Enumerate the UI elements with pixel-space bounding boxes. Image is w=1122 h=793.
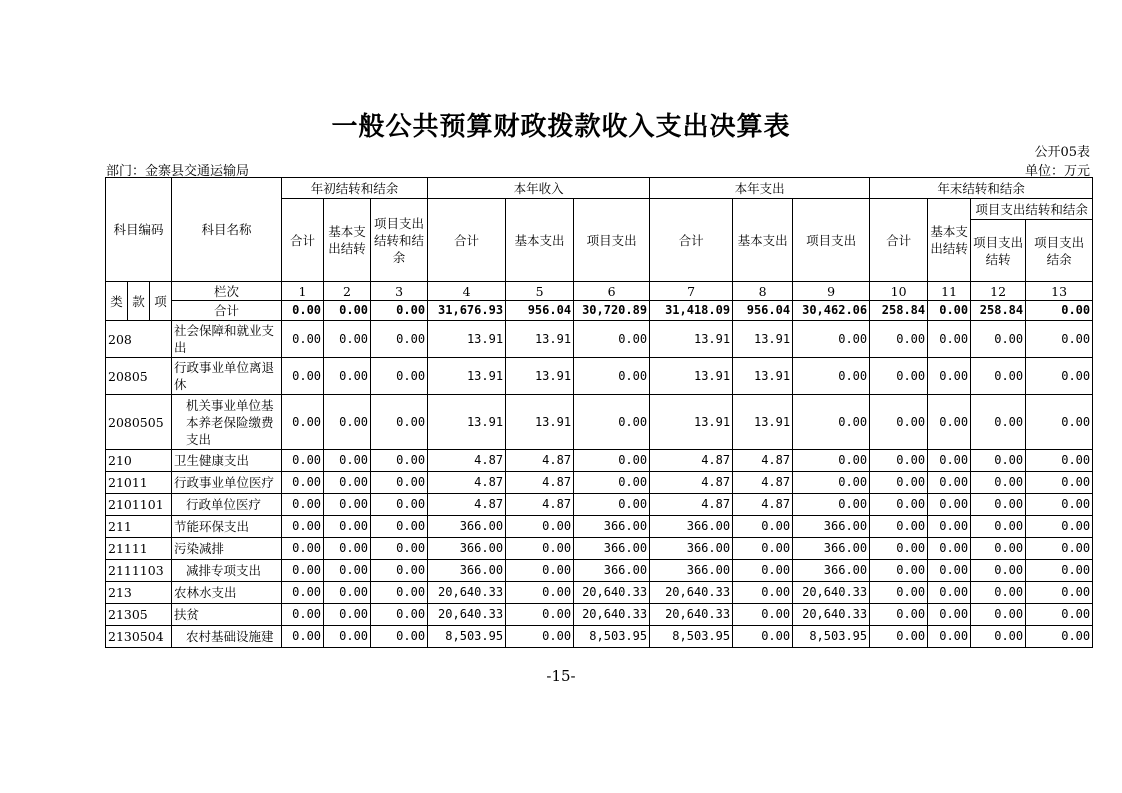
row-value: 0.00 [371,626,428,648]
row-value: 20,640.33 [428,582,506,604]
total-value: 0.00 [324,301,371,321]
header-basic-carry-11: 基本支出结转 [928,199,971,282]
row-value: 0.00 [928,321,971,358]
row-value: 0.00 [928,358,971,395]
row-code: 2111103 [106,560,172,582]
header-project-6: 项目支出 [574,199,650,282]
row-value: 0.00 [971,604,1026,626]
row-value: 366.00 [793,560,870,582]
row-value: 4.87 [733,494,793,516]
col-num: 4 [428,282,506,301]
row-value: 0.00 [793,450,870,472]
total-value: 30,720.89 [574,301,650,321]
table-row [106,321,1093,358]
row-value: 4.87 [650,472,733,494]
col-num: 3 [371,282,428,301]
header-code: 科目编码 [106,178,172,282]
row-value: 366.00 [650,560,733,582]
row-value: 13.91 [428,395,506,450]
row-value: 0.00 [371,321,428,358]
col-num: 10 [870,282,928,301]
row-value: 0.00 [282,604,324,626]
row-value: 0.00 [324,321,371,358]
row-value: 0.00 [371,516,428,538]
row-value: 0.00 [1026,516,1093,538]
row-value: 20,640.33 [574,582,650,604]
header-proj-remain-13: 项目支出结余 [1026,220,1093,282]
row-name: 节能环保支出 [172,516,282,538]
header-total-4: 合计 [428,199,506,282]
row-code: 20805 [106,358,172,395]
row-value: 0.00 [282,321,324,358]
row-value: 0.00 [1026,358,1093,395]
row-code: 211 [106,516,172,538]
col-num: 6 [574,282,650,301]
row-value: 0.00 [371,450,428,472]
row-value: 366.00 [650,538,733,560]
row-value: 366.00 [793,538,870,560]
row-value: 0.00 [1026,604,1093,626]
row-value: 0.00 [324,538,371,560]
row-value: 0.00 [574,358,650,395]
col-num: 7 [650,282,733,301]
row-value: 0.00 [971,395,1026,450]
page-title: 一般公共预算财政拨款收入支出决算表 [331,112,791,142]
row-value: 0.00 [733,626,793,648]
department-label: 部门：金寨县交通运输局 [106,164,250,179]
row-value: 0.00 [870,516,928,538]
header-kuan: 款 [128,282,150,321]
row-value: 0.00 [870,604,928,626]
row-code: 210 [106,450,172,472]
row-value: 20,640.33 [428,604,506,626]
row-value: 0.00 [928,494,971,516]
row-value: 0.00 [282,538,324,560]
row-value: 0.00 [282,494,324,516]
row-value: 0.00 [928,516,971,538]
row-value: 4.87 [506,472,574,494]
row-value: 0.00 [971,358,1026,395]
row-value: 0.00 [971,494,1026,516]
row-value: 0.00 [324,494,371,516]
unit-label: 单位：万元 [1024,164,1090,179]
row-value: 0.00 [928,538,971,560]
table-row [106,358,1093,395]
total-value: 31,418.09 [650,301,733,321]
row-value: 4.87 [428,450,506,472]
row-value: 366.00 [428,560,506,582]
header-lanci: 栏次 [172,282,282,301]
row-value: 20,640.33 [650,582,733,604]
col-num: 1 [282,282,324,301]
table-row [106,538,1093,560]
row-value: 8,503.95 [428,626,506,648]
row-name: 农村基础设施建 [172,626,282,648]
row-value: 0.00 [282,358,324,395]
row-value: 0.00 [870,494,928,516]
row-value: 0.00 [282,450,324,472]
row-value: 0.00 [1026,321,1093,358]
row-name: 行政事业单位离退休 [172,358,282,395]
row-value: 0.00 [324,626,371,648]
table-row [106,472,1093,494]
col-num: 8 [733,282,793,301]
total-value: 0.00 [282,301,324,321]
row-value: 0.00 [506,560,574,582]
row-value: 0.00 [870,538,928,560]
row-value: 366.00 [428,516,506,538]
row-value: 4.87 [650,450,733,472]
row-value: 0.00 [793,395,870,450]
row-value: 0.00 [733,538,793,560]
header-proj-carry-12: 项目支出结转 [971,220,1026,282]
header-lei: 类 [106,282,128,321]
row-value: 13.91 [428,321,506,358]
row-value: 13.91 [650,395,733,450]
row-value: 0.00 [282,472,324,494]
row-value: 0.00 [324,516,371,538]
row-value: 366.00 [574,516,650,538]
row-value: 0.00 [324,450,371,472]
row-value: 0.00 [1026,395,1093,450]
row-name: 行政单位医疗 [172,494,282,516]
row-value: 13.91 [733,321,793,358]
row-value: 0.00 [928,582,971,604]
row-value: 366.00 [574,560,650,582]
budget-table [105,177,1093,648]
table-row [106,626,1093,648]
row-value: 20,640.33 [793,604,870,626]
row-value: 13.91 [506,321,574,358]
row-value: 0.00 [870,358,928,395]
row-value: 0.00 [971,472,1026,494]
row-value: 13.91 [428,358,506,395]
row-value: 0.00 [971,582,1026,604]
row-value: 0.00 [282,516,324,538]
row-value: 0.00 [574,472,650,494]
table-row [106,395,1093,450]
header-project-9: 项目支出 [793,199,870,282]
row-value: 0.00 [870,450,928,472]
row-value: 0.00 [371,538,428,560]
row-value: 366.00 [574,538,650,560]
row-value: 0.00 [793,494,870,516]
row-value: 0.00 [870,582,928,604]
row-value: 0.00 [793,472,870,494]
row-value: 0.00 [1026,450,1093,472]
row-value: 0.00 [506,516,574,538]
row-code: 2080505 [106,395,172,450]
row-value: 0.00 [574,321,650,358]
row-value: 0.00 [574,450,650,472]
row-value: 0.00 [324,472,371,494]
page-number: -15- [546,667,576,685]
row-value: 0.00 [971,516,1026,538]
row-name: 污染减排 [172,538,282,560]
row-value: 13.91 [650,358,733,395]
total-row-label: 合计 [172,301,282,321]
header-total-7: 合计 [650,199,733,282]
row-name: 农林水支出 [172,582,282,604]
row-name: 减排专项支出 [172,560,282,582]
row-value: 0.00 [928,604,971,626]
row-value: 0.00 [733,604,793,626]
row-value: 0.00 [793,321,870,358]
header-xiang: 项 [150,282,172,321]
row-value: 0.00 [324,582,371,604]
total-value: 258.84 [971,301,1026,321]
row-code: 21111 [106,538,172,560]
row-value: 4.87 [428,494,506,516]
row-name: 行政事业单位医疗 [172,472,282,494]
total-value: 956.04 [733,301,793,321]
table-row [106,604,1093,626]
row-code: 208 [106,321,172,358]
row-value: 0.00 [371,560,428,582]
total-value: 0.00 [928,301,971,321]
row-value: 0.00 [371,395,428,450]
row-value: 4.87 [733,472,793,494]
row-value: 366.00 [650,516,733,538]
row-value: 0.00 [324,395,371,450]
row-code: 21011 [106,472,172,494]
row-value: 0.00 [971,626,1026,648]
row-value: 0.00 [282,560,324,582]
row-value: 0.00 [971,560,1026,582]
row-value: 20,640.33 [574,604,650,626]
header-total-1: 合计 [282,199,324,282]
row-value: 366.00 [793,516,870,538]
header-group-income: 本年收入 [428,178,650,199]
row-value: 13.91 [650,321,733,358]
row-value: 0.00 [793,358,870,395]
row-value: 0.00 [1026,472,1093,494]
total-value: 0.00 [1026,301,1093,321]
row-value: 0.00 [371,604,428,626]
row-value: 0.00 [928,626,971,648]
row-value: 0.00 [928,450,971,472]
row-value: 20,640.33 [793,582,870,604]
row-name: 扶贫 [172,604,282,626]
table-row [106,450,1093,472]
row-value: 0.00 [574,395,650,450]
row-value: 0.00 [324,604,371,626]
row-value: 0.00 [928,472,971,494]
row-value: 13.91 [733,358,793,395]
row-value: 0.00 [870,626,928,648]
row-value: 0.00 [1026,560,1093,582]
row-value: 4.87 [733,450,793,472]
row-value: 0.00 [371,472,428,494]
form-number: 公开05表 [1034,145,1090,160]
header-basic-5: 基本支出 [506,199,574,282]
row-value: 13.91 [733,395,793,450]
row-value: 4.87 [428,472,506,494]
row-code: 21305 [106,604,172,626]
row-value: 0.00 [506,582,574,604]
row-value: 8,503.95 [574,626,650,648]
header-subgroup-closing: 项目支出结转和结余 [971,199,1093,220]
col-num: 2 [324,282,371,301]
row-value: 8,503.95 [650,626,733,648]
table-row [106,560,1093,582]
row-value: 0.00 [870,560,928,582]
table-row [106,582,1093,604]
col-num: 11 [928,282,971,301]
table-row [106,494,1093,516]
row-value: 0.00 [733,560,793,582]
total-value: 956.04 [506,301,574,321]
row-value: 0.00 [282,582,324,604]
row-value: 0.00 [371,494,428,516]
header-basic-8: 基本支出 [733,199,793,282]
row-value: 0.00 [870,395,928,450]
row-name: 卫生健康支出 [172,450,282,472]
row-value: 0.00 [928,560,971,582]
row-value: 13.91 [506,395,574,450]
header-group-closing: 年末结转和结余 [870,178,1093,199]
row-value: 4.87 [650,494,733,516]
row-value: 0.00 [928,395,971,450]
header-proj-carry: 项目支出结转和结余 [371,199,428,282]
header-total-10: 合计 [870,199,928,282]
total-value: 30,462.06 [793,301,870,321]
row-value: 0.00 [371,582,428,604]
row-code: 2130504 [106,626,172,648]
row-value: 0.00 [733,582,793,604]
row-value: 0.00 [506,626,574,648]
row-value: 0.00 [371,358,428,395]
header-group-expense: 本年支出 [650,178,870,199]
row-value: 0.00 [971,538,1026,560]
row-value: 0.00 [324,358,371,395]
row-name: 机关事业单位基本养老保险缴费支出 [172,395,282,450]
header-basic-carry: 基本支出结转 [324,199,371,282]
row-value: 0.00 [1026,626,1093,648]
total-value: 31,676.93 [428,301,506,321]
row-value: 0.00 [733,516,793,538]
table-row [106,516,1093,538]
row-code: 2101101 [106,494,172,516]
row-value: 4.87 [506,494,574,516]
row-value: 366.00 [428,538,506,560]
total-value: 0.00 [371,301,428,321]
row-code: 213 [106,582,172,604]
row-name: 社会保障和就业支出 [172,321,282,358]
row-value: 0.00 [1026,582,1093,604]
col-num: 13 [1026,282,1093,301]
row-value: 0.00 [506,604,574,626]
row-value: 4.87 [506,450,574,472]
row-value: 0.00 [282,395,324,450]
header-name: 科目名称 [172,178,282,282]
row-value: 0.00 [1026,538,1093,560]
row-value: 0.00 [870,321,928,358]
total-value: 258.84 [870,301,928,321]
row-value: 20,640.33 [650,604,733,626]
col-num: 9 [793,282,870,301]
row-value: 0.00 [971,321,1026,358]
header-group-opening: 年初结转和结余 [282,178,428,199]
row-value: 13.91 [506,358,574,395]
row-value: 0.00 [324,560,371,582]
row-value: 0.00 [870,472,928,494]
row-value: 8,503.95 [793,626,870,648]
row-value: 0.00 [1026,494,1093,516]
col-num: 12 [971,282,1026,301]
row-value: 0.00 [282,626,324,648]
row-value: 0.00 [971,450,1026,472]
row-value: 0.00 [574,494,650,516]
row-value: 0.00 [506,538,574,560]
col-num: 5 [506,282,574,301]
